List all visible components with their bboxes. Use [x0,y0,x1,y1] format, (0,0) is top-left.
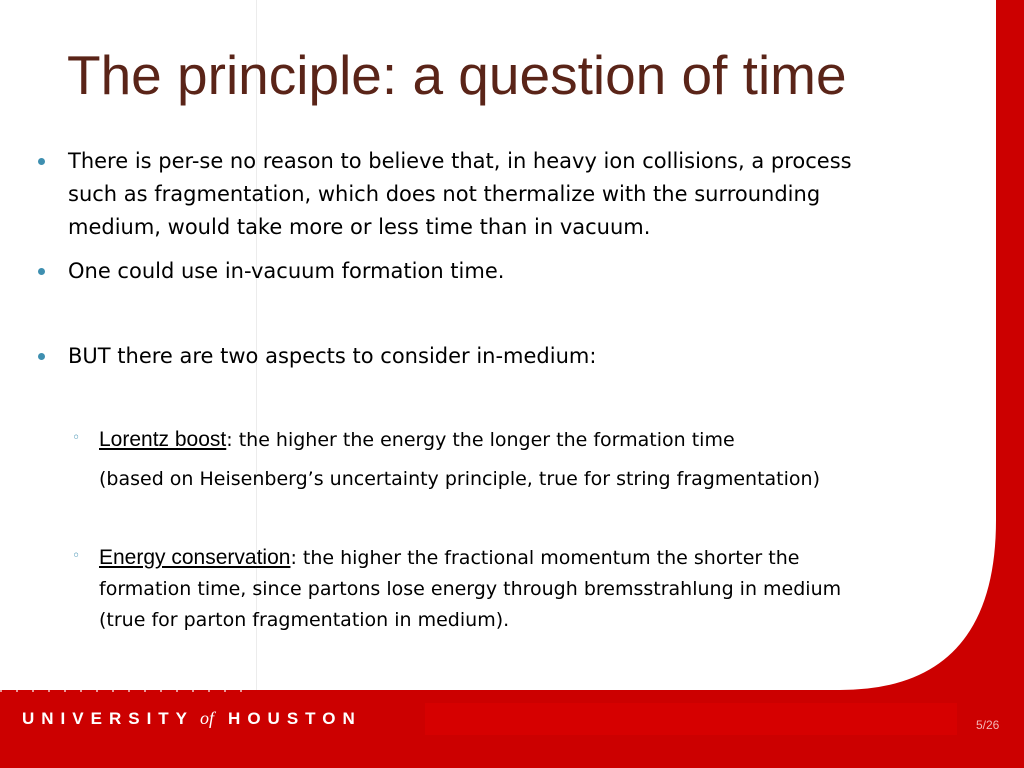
bullet-1-line-1: There is per-se no reason to believe that, in heavy ion collisions, a process [68,149,852,173]
logo-of-word: of [200,708,215,728]
subitem-1-term: Lorentz boost [99,428,227,451]
bullet-2-line-1: One could use in-vacuum formation time. [68,259,505,283]
subitem-2-line-3: (true for parton fragmentation in medium). [99,609,510,631]
subitem-energy-conservation [99,542,841,636]
subitem-2-line-1 [99,542,841,574]
sub-bullet-icon: ◦ [72,548,81,564]
bullet-1-line-2: such as fragmentation, which does not thermalize with the surrounding [68,182,821,206]
bullet-icon [38,158,45,165]
footer-box [425,703,957,735]
bullet-3 [68,340,596,373]
university-logo [22,708,362,729]
bullet-1-line-3: medium, would take more or less time than in vacuum. [68,215,651,239]
subitem-2-line-2: formation time, since partons lose energy through bremsstrahlung in medium [99,578,842,600]
logo-houston-word: HOUSTON [228,709,362,728]
subitem-1-note: (based on Heisenberg’s uncertainty principle, true for string fragmentation) [99,468,820,490]
subitem-2-term: Energy conservation [99,546,291,569]
subitem-lorentz-boost [99,424,820,495]
slide-title: The principle: a question of time [67,44,847,106]
bullet-icon [38,268,45,275]
subitem-1-line-1 [99,424,820,456]
page-number: 5/26 [976,718,1000,732]
bullet-2 [68,255,504,288]
bullet-1 [68,145,852,244]
sub-bullet-icon: ◦ [72,430,81,446]
subitem-2-text: : the higher the fractional momentum the shorter the [290,547,800,569]
bullet-icon [38,353,45,360]
logo-university-word: UNIVERSITY [22,709,195,728]
bullet-3-line-1: BUT there are two aspects to consider in-medium: [68,344,597,368]
footer-tick-marks [0,686,256,692]
subitem-1-text: : the higher the energy the longer the formation time [226,429,735,451]
